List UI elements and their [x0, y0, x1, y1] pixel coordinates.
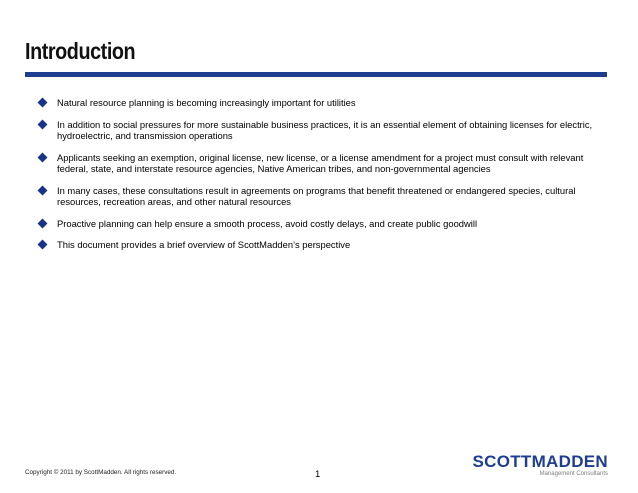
bullet-text: This document provides a brief overview of ScottMadden’s perspective [57, 239, 351, 250]
bullet-text: Proactive planning can help ensure a smooth process, avoid costly delays, and create public goodwill [57, 217, 478, 229]
bullet-list [38, 97, 603, 261]
diamond-bullet-icon [38, 152, 48, 162]
bullet-text: Applicants seeking an exemption, original license, new license, or a license amendment for a project must consult with relevant federal, state, and interstate resource agencies, Native American tribes, and non-governmental agencies [57, 151, 584, 174]
bullet-item [38, 218, 603, 230]
diamond-bullet-icon [38, 119, 48, 129]
bullet-text: In addition to social pressures for more sustainable business practices, it is an essential element of obtaining licenses for electric, hydroelectric, and transmission operations [57, 118, 593, 141]
logo-tagline: Management Consultants [539, 471, 608, 477]
diamond-bullet-icon [38, 185, 48, 195]
bullet-item [38, 119, 603, 142]
bullet-item [38, 152, 603, 175]
bullet-item [38, 185, 603, 208]
diamond-bullet-icon [38, 218, 48, 228]
footer-copyright: Copyright © 2011 by ScottMadden. All rights reserved. [25, 469, 177, 476]
title-divider [25, 72, 607, 77]
bullet-text: Natural resource planning is becoming increasingly important for utilities [57, 97, 356, 108]
bullet-item [38, 239, 603, 251]
diamond-bullet-icon [38, 98, 48, 108]
page-number: 1 [315, 469, 321, 480]
bullet-text: In many cases, these consultations result in agreements on programs that benefit threatened or endangered species, cultural resources, recreation areas, and other natural resources [57, 184, 576, 207]
logo-wordmark: SCOTTMADDEN [472, 452, 608, 471]
slide-title: Introduction [25, 38, 136, 64]
diamond-bullet-icon [38, 240, 48, 250]
company-logo [470, 453, 608, 483]
bullet-item [38, 97, 603, 109]
